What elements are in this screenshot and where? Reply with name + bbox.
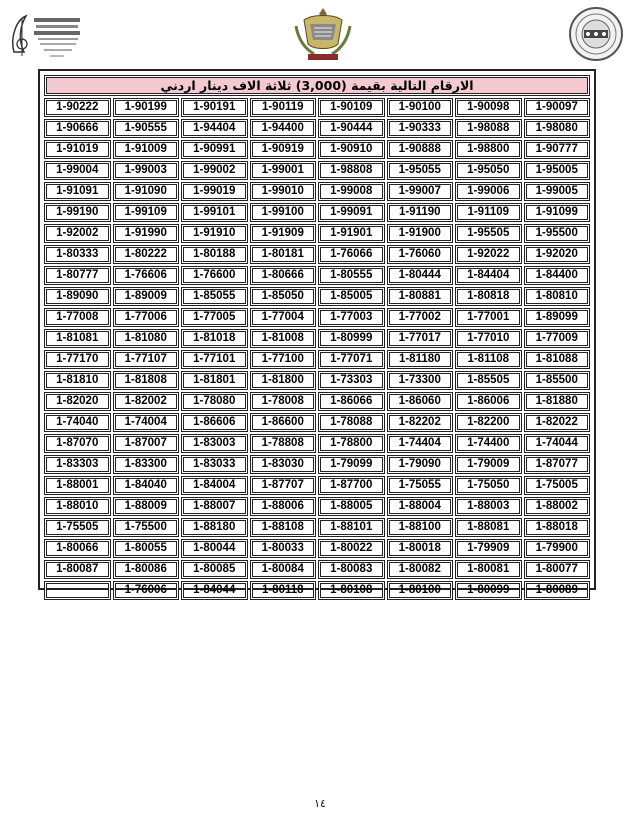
number-cell: 1-80044 <box>181 539 248 558</box>
number-cell: 1-73300 <box>387 371 454 390</box>
number-cell: 1-80777 <box>44 266 111 285</box>
number-cell: 1-88108 <box>250 518 317 537</box>
number-cell: 1-89099 <box>524 308 591 327</box>
number-cell: 1-84044 <box>181 581 248 600</box>
number-cell: 1-87700 <box>318 476 385 495</box>
number-cell: 1-88007 <box>181 497 248 516</box>
number-cell: 1-80085 <box>181 560 248 579</box>
number-cell: 1-99109 <box>113 203 180 222</box>
number-cell: 1-91099 <box>524 203 591 222</box>
numbers-table-frame <box>38 69 596 596</box>
number-cell: 1-76066 <box>318 245 385 264</box>
number-cell: 1-88004 <box>387 497 454 516</box>
number-cell: 1-77071 <box>318 350 385 369</box>
number-cell: 1-81880 <box>524 392 591 411</box>
table-row <box>44 224 590 243</box>
number-cell: 1-99100 <box>250 203 317 222</box>
number-cell: 1-80333 <box>44 245 111 264</box>
number-cell: 1-74040 <box>44 413 111 432</box>
number-cell: 1-81801 <box>181 371 248 390</box>
number-cell: 1-90991 <box>181 140 248 159</box>
table-row <box>44 140 590 159</box>
number-cell: 1-91990 <box>113 224 180 243</box>
number-cell: 1-91901 <box>318 224 385 243</box>
number-cell: 1-88180 <box>181 518 248 537</box>
number-cell: 1-87707 <box>250 476 317 495</box>
table-row <box>44 581 590 600</box>
number-cell: 1-91091 <box>44 182 111 201</box>
number-cell: 1-99005 <box>524 182 591 201</box>
table-row <box>44 371 590 390</box>
number-cell: 1-91109 <box>455 203 522 222</box>
table-row <box>44 245 590 264</box>
table-row <box>44 350 590 369</box>
number-cell: 1-80089 <box>524 581 591 600</box>
number-cell: 1-90222 <box>44 98 111 117</box>
number-cell: 1-81180 <box>387 350 454 369</box>
number-cell: 1-86060 <box>387 392 454 411</box>
table-header-row <box>44 75 590 96</box>
table-row <box>44 266 590 285</box>
number-cell: 1-90119 <box>250 98 317 117</box>
number-cell: 1-88100 <box>387 518 454 537</box>
number-cell: 1-90191 <box>181 98 248 117</box>
number-cell: 1-79909 <box>455 539 522 558</box>
number-cell: 1-80087 <box>44 560 111 579</box>
number-cell: 1-80077 <box>524 560 591 579</box>
number-cell: 1-99101 <box>181 203 248 222</box>
number-cell: 1-80018 <box>387 539 454 558</box>
number-cell: 1-85505 <box>455 371 522 390</box>
number-cell: 1-80055 <box>113 539 180 558</box>
number-cell: 1-78080 <box>181 392 248 411</box>
numbers-table <box>42 73 592 602</box>
number-cell: 1-80100 <box>387 581 454 600</box>
number-cell: 1-85500 <box>524 371 591 390</box>
number-cell: 1-76060 <box>387 245 454 264</box>
number-cell: 1-99006 <box>455 182 522 201</box>
number-cell: 1-77003 <box>318 308 385 327</box>
number-cell: 1-79090 <box>387 455 454 474</box>
number-cell: 1-99190 <box>44 203 111 222</box>
number-cell: 1-92020 <box>524 245 591 264</box>
number-cell: 1-75500 <box>113 518 180 537</box>
number-cell: 1-89009 <box>113 287 180 306</box>
table-row <box>44 413 590 432</box>
number-cell: 1-74400 <box>455 434 522 453</box>
number-cell: 1-80081 <box>455 560 522 579</box>
number-cell: 1-75505 <box>44 518 111 537</box>
seal-logo-icon <box>568 6 624 62</box>
number-cell: 1-77002 <box>387 308 454 327</box>
number-cell: 1-90100 <box>387 98 454 117</box>
number-cell: 1-86606 <box>181 413 248 432</box>
number-cell: 1-75055 <box>387 476 454 495</box>
number-cell: 1-73303 <box>318 371 385 390</box>
number-cell: 1-74044 <box>524 434 591 453</box>
number-cell: 1-90097 <box>524 98 591 117</box>
number-cell: 1-77010 <box>455 329 522 348</box>
number-cell: 1-81008 <box>250 329 317 348</box>
number-cell: 1-90888 <box>387 140 454 159</box>
table-row <box>44 392 590 411</box>
number-cell: 1-86006 <box>455 392 522 411</box>
number-cell: 1-84040 <box>113 476 180 495</box>
number-cell: 1-79900 <box>524 539 591 558</box>
number-cell: 1-86066 <box>318 392 385 411</box>
number-cell: 1-98800 <box>455 140 522 159</box>
number-cell: 1-90777 <box>524 140 591 159</box>
number-cell: 1-99004 <box>44 161 111 180</box>
number-cell: 1-80118 <box>250 581 317 600</box>
number-cell: 1-77170 <box>44 350 111 369</box>
number-cell: 1-88018 <box>524 518 591 537</box>
number-cell: 1-81800 <box>250 371 317 390</box>
table-title: الارقام التالية بقيمة (3,000) ثلاثة الاف دينار اردني <box>44 75 590 96</box>
number-cell: 1-80084 <box>250 560 317 579</box>
number-cell: 1-90109 <box>318 98 385 117</box>
number-cell: 1-80881 <box>387 287 454 306</box>
number-cell: 1-88001 <box>44 476 111 495</box>
number-cell: 1-80086 <box>113 560 180 579</box>
table-row <box>44 434 590 453</box>
number-cell: 1-77101 <box>181 350 248 369</box>
number-cell: 1-88006 <box>250 497 317 516</box>
table-row <box>44 539 590 558</box>
number-cell: 1-80083 <box>318 560 385 579</box>
number-cell: 1-80082 <box>387 560 454 579</box>
number-cell: 1-95050 <box>455 161 522 180</box>
number-cell: 1-90444 <box>318 119 385 138</box>
number-cell: 1-77100 <box>250 350 317 369</box>
number-cell: 1-77005 <box>181 308 248 327</box>
number-cell: 1-90098 <box>455 98 522 117</box>
number-cell: 1-90666 <box>44 119 111 138</box>
number-cell: 1-81080 <box>113 329 180 348</box>
number-cell: 1-88003 <box>455 497 522 516</box>
page-number: ١٤ <box>314 797 326 810</box>
number-cell: 1-99010 <box>250 182 317 201</box>
number-cell: 1-91009 <box>113 140 180 159</box>
number-cell: 1-87077 <box>524 455 591 474</box>
number-cell: 1-74404 <box>387 434 454 453</box>
number-cell: 1-79099 <box>318 455 385 474</box>
table-row <box>44 497 590 516</box>
number-cell: 1-81808 <box>113 371 180 390</box>
table-row <box>44 287 590 306</box>
number-cell: 1-77009 <box>524 329 591 348</box>
number-cell: 1-76606 <box>113 266 180 285</box>
number-cell: 1-91090 <box>113 182 180 201</box>
number-cell: 1-78008 <box>250 392 317 411</box>
number-cell: 1-77017 <box>387 329 454 348</box>
number-cell: 1-91910 <box>181 224 248 243</box>
number-cell: 1-80999 <box>318 329 385 348</box>
number-cell: 1-91900 <box>387 224 454 243</box>
table-row <box>44 203 590 222</box>
number-cell: 1-74004 <box>113 413 180 432</box>
number-cell: 1-99019 <box>181 182 248 201</box>
number-cell: 1-82200 <box>455 413 522 432</box>
number-cell: 1-85055 <box>181 287 248 306</box>
number-cell: 1-82022 <box>524 413 591 432</box>
number-cell: 1-94400 <box>250 119 317 138</box>
number-cell: 1-80555 <box>318 266 385 285</box>
table-row <box>44 455 590 474</box>
number-cell: 1-95005 <box>524 161 591 180</box>
number-cell: 1-77008 <box>44 308 111 327</box>
number-cell: 1-83303 <box>44 455 111 474</box>
number-cell: 1-81018 <box>181 329 248 348</box>
number-cell: 1-76600 <box>181 266 248 285</box>
number-cell: 1-95500 <box>524 224 591 243</box>
number-cell: 1-88002 <box>524 497 591 516</box>
number-cell: 1-81810 <box>44 371 111 390</box>
number-cell: 1-95505 <box>455 224 522 243</box>
number-cell: 1-99003 <box>113 161 180 180</box>
number-cell: 1-78088 <box>318 413 385 432</box>
number-cell: 1-75005 <box>524 476 591 495</box>
number-cell: 1-99007 <box>387 182 454 201</box>
number-cell: 1-99008 <box>318 182 385 201</box>
number-cell: 1-76006 <box>113 581 180 600</box>
number-cell: 1-80066 <box>44 539 111 558</box>
number-cell: 1-88009 <box>113 497 180 516</box>
number-cell: 1-77004 <box>250 308 317 327</box>
number-cell: 1-91909 <box>250 224 317 243</box>
number-cell: 1-80033 <box>250 539 317 558</box>
number-cell: 1-79009 <box>455 455 522 474</box>
number-cell: 1-75050 <box>455 476 522 495</box>
number-cell: 1-89090 <box>44 287 111 306</box>
number-cell: 1-80666 <box>250 266 317 285</box>
number-cell: 1-90199 <box>113 98 180 117</box>
number-cell: 1-90910 <box>318 140 385 159</box>
number-cell: 1-81108 <box>455 350 522 369</box>
number-cell: 1-90919 <box>250 140 317 159</box>
number-cell: 1-83033 <box>181 455 248 474</box>
number-cell: 1-80810 <box>524 287 591 306</box>
number-cell: 1-92002 <box>44 224 111 243</box>
number-cell: 1-80099 <box>455 581 522 600</box>
number-cell: 1-91190 <box>387 203 454 222</box>
number-cell: 1-80022 <box>318 539 385 558</box>
number-cell: 1-80222 <box>113 245 180 264</box>
number-cell: 1-77006 <box>113 308 180 327</box>
number-cell: 1-83003 <box>181 434 248 453</box>
number-cell: 1-88005 <box>318 497 385 516</box>
number-cell: 1-94404 <box>181 119 248 138</box>
number-cell: 1-82202 <box>387 413 454 432</box>
number-cell: 1-78808 <box>250 434 317 453</box>
table-row <box>44 119 590 138</box>
number-cell: 1-98808 <box>318 161 385 180</box>
number-cell: 1-83300 <box>113 455 180 474</box>
number-cell: 1-82020 <box>44 392 111 411</box>
number-cell: 1-81081 <box>44 329 111 348</box>
number-cell: 1-90333 <box>387 119 454 138</box>
number-cell: 1-99091 <box>318 203 385 222</box>
number-cell: 1-86600 <box>250 413 317 432</box>
table-row <box>44 98 590 117</box>
number-cell <box>44 581 111 600</box>
number-cell: 1-77001 <box>455 308 522 327</box>
number-cell: 1-90555 <box>113 119 180 138</box>
number-cell: 1-87070 <box>44 434 111 453</box>
table-row <box>44 560 590 579</box>
number-cell: 1-80444 <box>387 266 454 285</box>
number-cell: 1-80818 <box>455 287 522 306</box>
table-row <box>44 161 590 180</box>
number-cell: 1-80181 <box>250 245 317 264</box>
number-cell: 1-88101 <box>318 518 385 537</box>
number-cell: 1-88081 <box>455 518 522 537</box>
number-cell: 1-98088 <box>455 119 522 138</box>
number-cell: 1-84400 <box>524 266 591 285</box>
table-row <box>44 329 590 348</box>
number-cell: 1-87007 <box>113 434 180 453</box>
table-row <box>44 308 590 327</box>
number-cell: 1-88010 <box>44 497 111 516</box>
award-logo-icon <box>8 8 88 64</box>
number-cell: 1-91019 <box>44 140 111 159</box>
table-row <box>44 518 590 537</box>
number-cell: 1-84004 <box>181 476 248 495</box>
number-cell: 1-77107 <box>113 350 180 369</box>
table-row <box>44 476 590 495</box>
number-cell: 1-99001 <box>250 161 317 180</box>
number-cell: 1-99002 <box>181 161 248 180</box>
number-cell: 1-78800 <box>318 434 385 453</box>
table-row <box>44 182 590 201</box>
number-cell: 1-81088 <box>524 350 591 369</box>
number-cell: 1-95055 <box>387 161 454 180</box>
number-cell: 1-83030 <box>250 455 317 474</box>
number-cell: 1-84404 <box>455 266 522 285</box>
number-cell: 1-85005 <box>318 287 385 306</box>
number-cell: 1-92022 <box>455 245 522 264</box>
number-cell: 1-98080 <box>524 119 591 138</box>
number-cell: 1-80188 <box>181 245 248 264</box>
crest-emblem-icon <box>292 4 354 66</box>
number-cell: 1-85050 <box>250 287 317 306</box>
number-cell: 1-80108 <box>318 581 385 600</box>
number-cell: 1-82002 <box>113 392 180 411</box>
